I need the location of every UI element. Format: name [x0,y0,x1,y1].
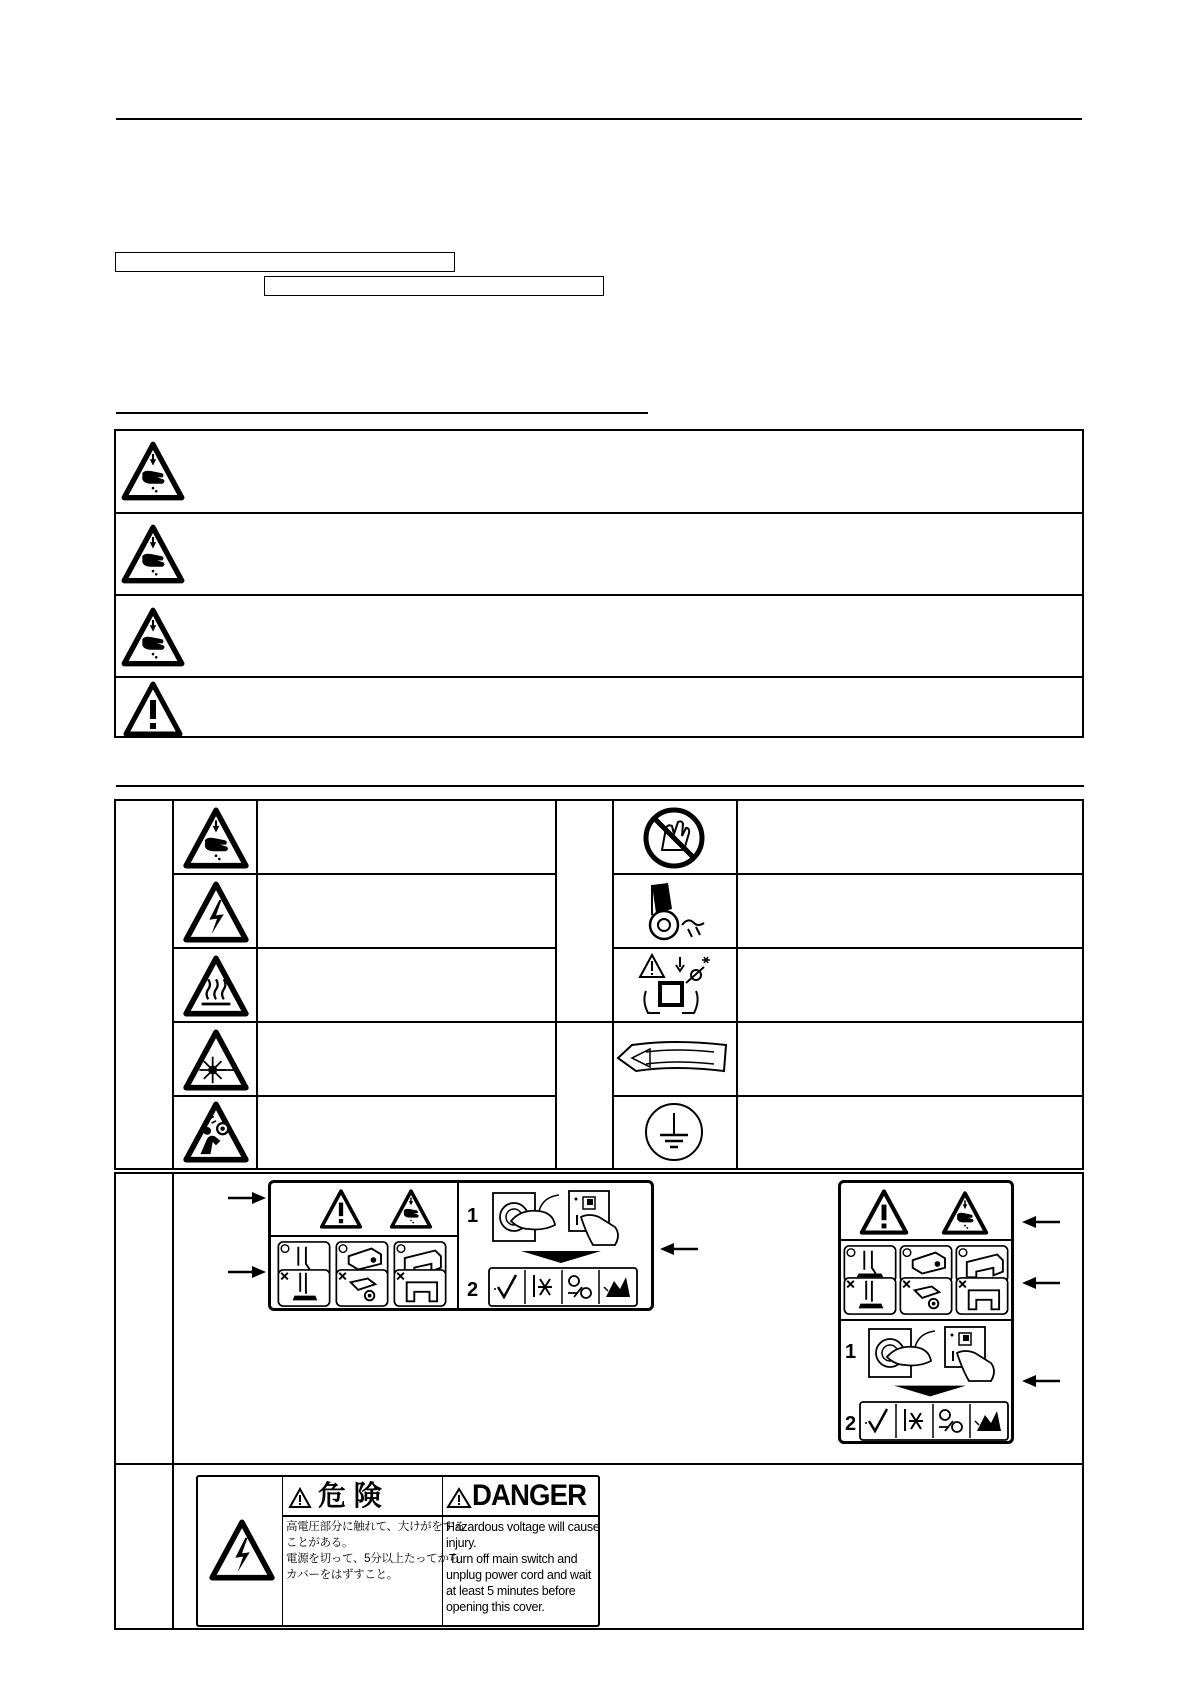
section-rule-precautions [116,412,648,414]
down-arrow-icon [511,1249,611,1265]
tilt-machine-caution-icon [638,953,714,1019]
row-divider [116,1463,1082,1465]
label-divider [442,1477,443,1625]
label-divider [841,1319,1011,1321]
label-divider [457,1183,459,1308]
pointer-arrow-icon [228,1264,268,1280]
col-divider [172,801,174,1168]
step-number-1: 1 [845,1341,857,1363]
danger-line-en: injury. [446,1536,477,1550]
pointer-arrow-icon [1020,1275,1060,1291]
high-voltage-warning-icon [182,881,250,943]
pointer-arrow-icon [228,1190,268,1206]
blank-field-2 [264,276,604,296]
laser-warning-icon [182,1029,250,1091]
hot-surface-warning-icon [182,955,250,1017]
danger-line-en: opening this cover. [446,1600,545,1614]
danger-line-en: Hazardous voltage will cause [446,1520,600,1534]
rotation-direction-arrow-icon [616,1041,732,1075]
step-number-2: 2 [845,1413,857,1435]
row-divider [172,1021,555,1023]
danger-line-en: at least 5 minutes before [446,1584,576,1598]
danger-line-jp: カバーをはずすこと。 [286,1569,398,1581]
danger-line-en: unplug power cord and wait [446,1568,592,1582]
step-number-2: 2 [467,1279,479,1301]
danger-line-jp: 電源を切って、5分以上たってから [286,1553,460,1565]
general-caution-icon [319,1189,363,1229]
general-caution-icon [121,681,185,737]
label-divider [282,1515,598,1517]
belt-caution-icon [638,879,710,945]
no-touch-prohibition-icon [642,806,706,870]
presser-foot-ng-icon [843,1277,897,1315]
vertical-warning-label [838,1180,1014,1444]
head-ng-icon [955,1277,1009,1315]
hand-injury-warning-icon [182,807,250,869]
danger-heading-en: DANGER [472,1479,587,1512]
down-arrow-icon [885,1383,975,1399]
row-divider [612,1021,1082,1023]
power-off-icon [859,1323,1009,1387]
precaution-row [116,595,1082,676]
col-divider [172,1174,174,1628]
blank-field-1 [115,252,455,272]
hand-injury-warning-icon [121,607,185,667]
label-divider [271,1235,457,1237]
row-divider [612,873,1082,875]
danger-label [196,1475,600,1627]
general-caution-icon [859,1189,909,1235]
row-divider [555,1021,612,1023]
hand-injury-warning-icon [941,1191,989,1235]
section-rule-symbols [116,785,1084,787]
danger-text-en [446,1519,598,1615]
col-divider [555,801,557,1168]
row-divider [172,873,555,875]
maintenance-tasks-icon [485,1267,641,1307]
pointer-arrow-icon [658,1241,698,1257]
entanglement-warning-icon [182,1101,250,1163]
step-number-1: 1 [467,1205,479,1227]
maintenance-tasks-icon [859,1401,1009,1441]
danger-line-en: Turn off main switch and [446,1552,578,1566]
col-divider [612,801,614,1168]
col-divider [256,801,258,1168]
row-divider [612,947,1082,949]
power-off-icon [483,1187,633,1251]
pointer-arrow-icon [1020,1373,1060,1389]
row-divider [612,1095,1082,1097]
head-ng-icon [393,1269,447,1307]
col-divider [736,801,738,1168]
precaution-row [116,677,1082,736]
cover-ng-icon [899,1277,953,1315]
top-rule [116,118,1082,120]
ground-symbol-icon [643,1101,705,1163]
horizontal-warning-label [268,1180,654,1311]
row-divider [172,1095,555,1097]
row-divider [172,947,555,949]
hand-injury-warning-icon [121,524,185,584]
high-voltage-warning-icon [208,1519,276,1581]
presser-foot-ng-icon [277,1269,331,1307]
precaution-row [116,513,1082,594]
hand-injury-warning-icon [389,1189,433,1229]
danger-heading-jp: 危 険 [318,1480,382,1511]
precaution-row [116,431,1082,512]
label-divider [841,1239,1011,1241]
precautions-table [114,429,1084,738]
danger-line-jp: 高電圧部分に触れて、大けがをする [286,1521,465,1533]
cover-ng-icon [335,1269,389,1307]
danger-line-jp: ことがある。 [286,1537,354,1549]
caution-triangle-icon [288,1487,312,1509]
symbols-table [114,799,1084,1170]
label-divider [282,1477,283,1625]
pointer-arrow-icon [1020,1214,1060,1230]
hand-injury-warning-icon [121,441,185,501]
caution-triangle-icon [446,1487,472,1509]
